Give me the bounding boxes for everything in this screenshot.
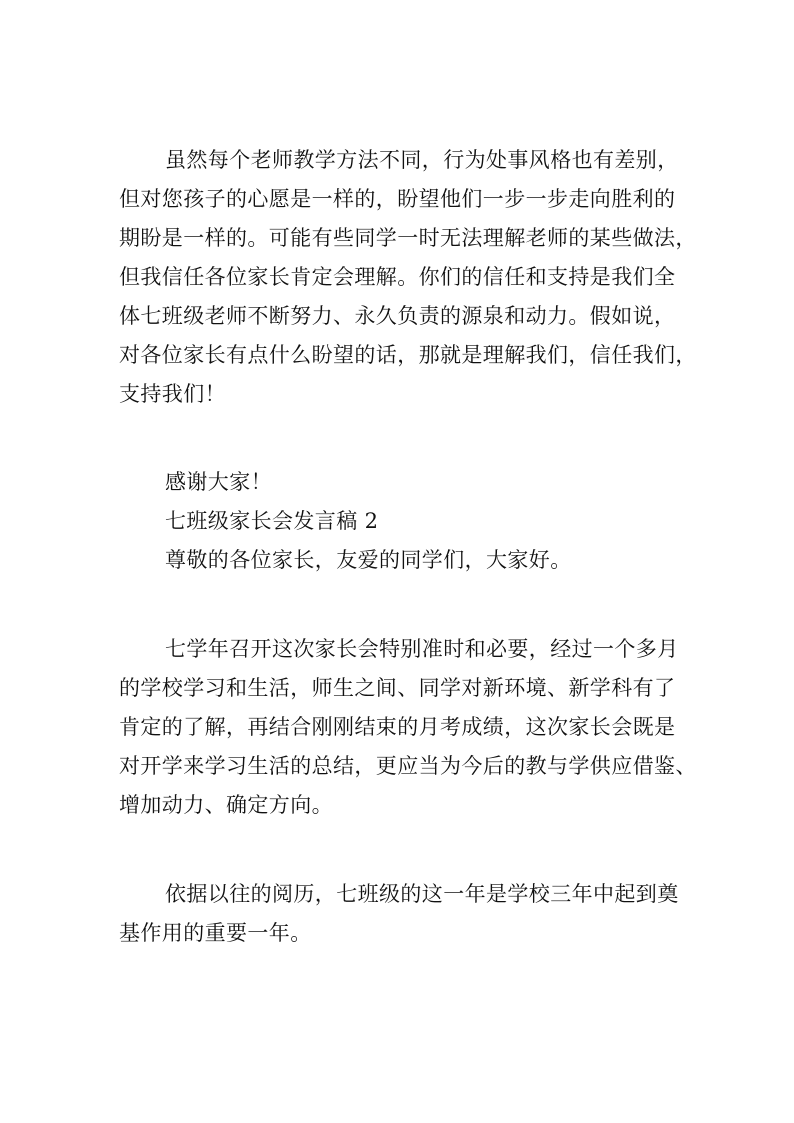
text-line: 对开学来学习生活的总结，更应当为今后的教与学供应借鉴、 [119, 754, 697, 778]
text-line: 的学校学习和生活，师生之间、同学对新环境、新学科有了 [119, 676, 676, 700]
text-line: 支持我们！ [119, 382, 226, 406]
text-line: 基作用的重要一年。 [119, 921, 312, 945]
greeting-line: 尊敬的各位家长，友爱的同学们，大家好。 [165, 548, 572, 572]
text-line: 对各位家长有点什么盼望的话，那就是理解我们，信任我们， [119, 343, 697, 367]
text-line: 增加动力、确定方向。 [119, 793, 333, 817]
text-line: 感谢大家！ [165, 470, 272, 494]
text-line: 体七班级老师不断努力、永久负责的源泉和动力。假如说， [119, 304, 676, 328]
section-title: 七班级家长会发言稿 2 [165, 509, 379, 533]
text-line: 肯定的了解，再结合刚刚结束的月考成绩，这次家长会既是 [119, 715, 676, 739]
text-line: 依据以往的阅历，七班级的这一年是学校三年中起到奠 [165, 882, 679, 906]
text-line: 但我信任各位家长肯定会理解。你们的信任和支持是我们全 [119, 265, 676, 289]
text-line: 但对您孩子的心愿是一样的，盼望他们一步一步走向胜利的 [119, 187, 676, 211]
text-line: 期盼是一样的。可能有些同学一时无法理解老师的某些做法， [119, 226, 697, 250]
text-line: 七学年召开这次家长会特别准时和必要，经过一个多月 [165, 637, 679, 661]
text-line: 虽然每个老师教学方法不同，行为处事风格也有差别， [165, 148, 679, 172]
